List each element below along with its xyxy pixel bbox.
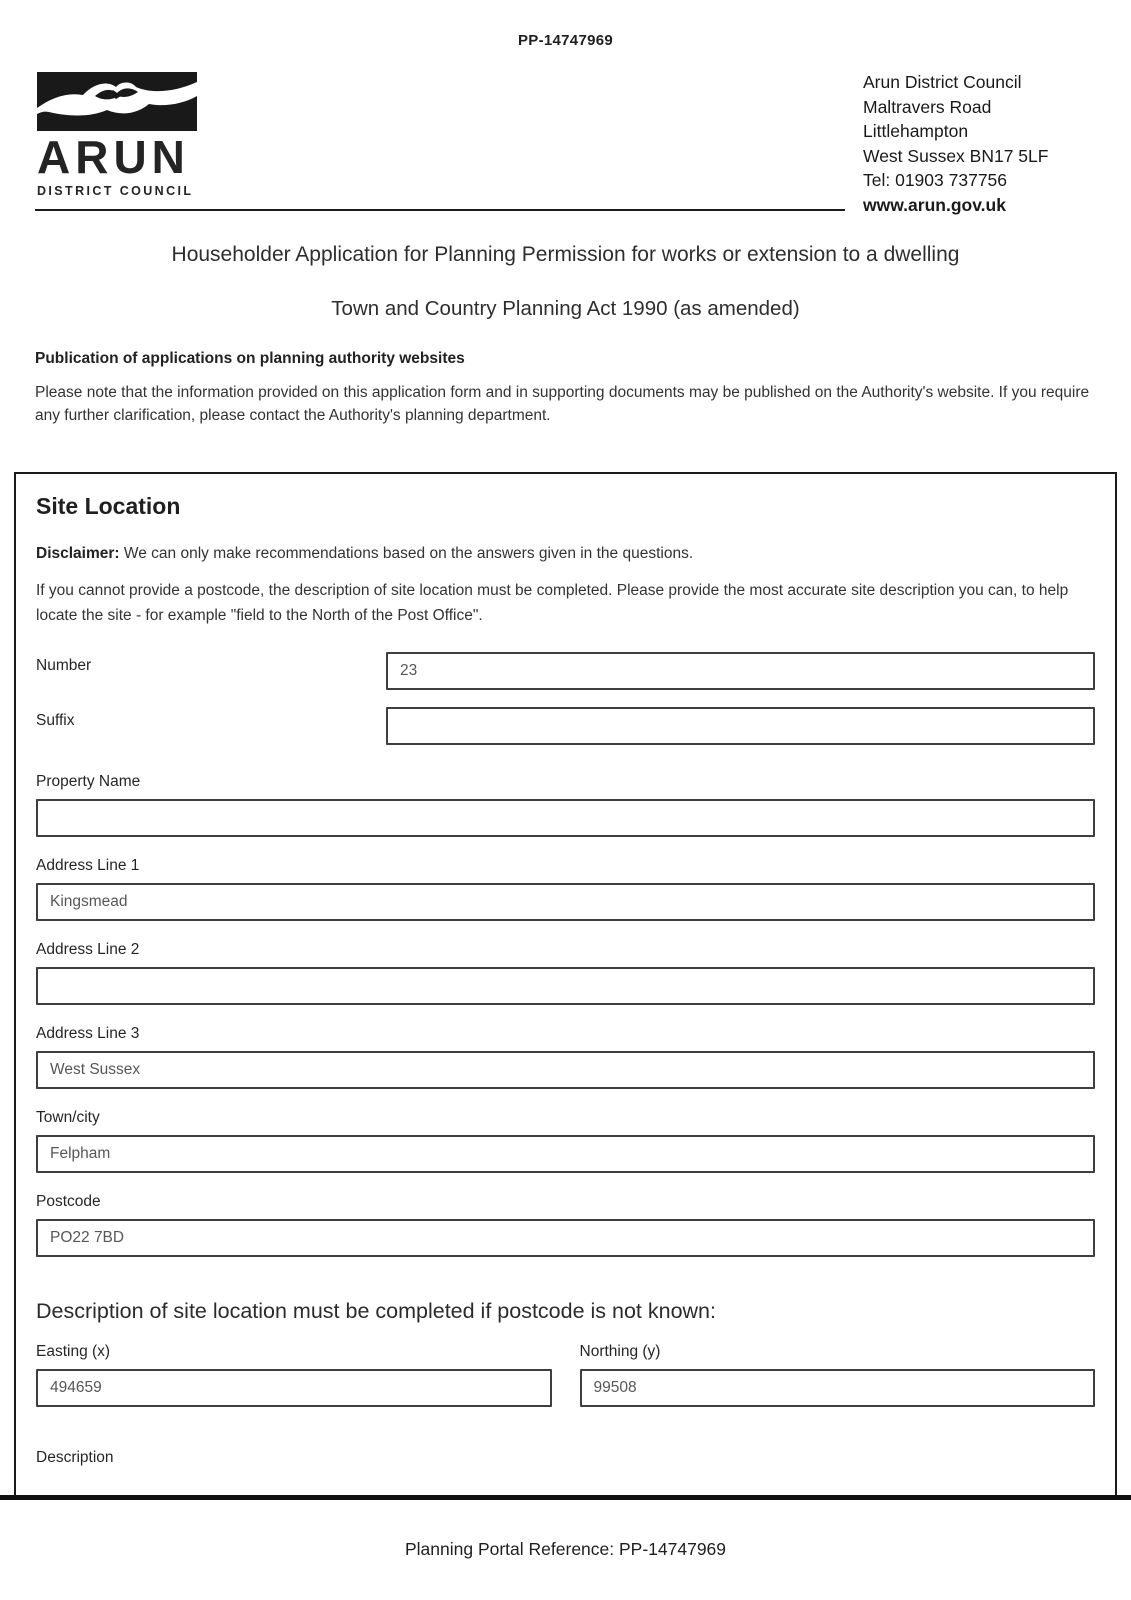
address-line-2-label: Address Line 2 xyxy=(36,941,140,958)
field-row-address-line-2 xyxy=(36,941,1095,1005)
form-subtitle: Town and Country Planning Act 1990 (as amended) xyxy=(331,297,800,320)
council-website: www.arun.gov.uk xyxy=(863,194,1006,215)
planning-portal-ref-top: PP-14747969 xyxy=(517,32,614,49)
page-break-rule xyxy=(0,1495,1131,1500)
suffix-label: Suffix xyxy=(36,712,75,729)
publication-heading: Publication of applications on planning authority websites xyxy=(35,350,465,367)
address-line: West Sussex BN17 5LF xyxy=(863,145,1049,166)
council-phone: Tel: 01903 737756 xyxy=(863,170,1008,190)
easting-label: Easting (x) xyxy=(36,1343,111,1360)
header-divider xyxy=(35,209,845,211)
site-location-section xyxy=(14,472,1117,1495)
property-name-input[interactable] xyxy=(36,799,1095,837)
planning-portal-reference-footer: Planning Portal Reference: PP-14747969 xyxy=(404,1539,727,1559)
easting-input[interactable] xyxy=(36,1369,552,1407)
field-easting xyxy=(36,1343,552,1407)
disclaimer-body: We can only make recommendations based on the answers given in the questions. xyxy=(123,545,694,562)
northing-input[interactable] xyxy=(580,1369,1096,1407)
field-northing xyxy=(580,1343,1096,1407)
field-row-address-line-3 xyxy=(36,1025,1095,1089)
postcode-input[interactable] xyxy=(36,1219,1095,1257)
logo-subtitle: DISTRICT COUNCIL xyxy=(37,184,194,198)
coordinates-row xyxy=(36,1343,1095,1407)
form-title: Householder Application for Planning Permission for works or extension to a dwelling xyxy=(171,243,960,266)
publication-note: Please note that the information provided on this application form and in supporting documents may be published on the Authority's website. If you require any further clarification, please contact the Authority's planning department. xyxy=(35,384,1090,424)
field-row-property-name xyxy=(36,773,1095,837)
northing-label: Northing (y) xyxy=(579,1343,661,1360)
address-line: Arun District Council xyxy=(863,72,1022,92)
postcode-label: Postcode xyxy=(36,1193,101,1210)
field-row-postcode xyxy=(36,1193,1095,1257)
address-line: Littlehampton xyxy=(863,121,969,141)
number-input[interactable] xyxy=(386,652,1095,690)
field-row-number xyxy=(36,652,1095,690)
address-line-1-input[interactable] xyxy=(36,883,1095,921)
field-row-town-city xyxy=(36,1109,1095,1173)
town-city-label: Town/city xyxy=(36,1109,100,1126)
logo-title: ARUN xyxy=(37,131,190,183)
address-line-3-label: Address Line 3 xyxy=(36,1025,140,1042)
suffix-input[interactable] xyxy=(386,707,1095,745)
site-location-intro: If you cannot provide a postcode, the description of site location must be completed. Please provide the most accurate site description you can, to help locate the site - for example "field to the North of the Post Office". xyxy=(36,582,1069,624)
council-address-block xyxy=(863,70,1048,217)
disclaimer-text xyxy=(36,544,1095,563)
address-line-3-input[interactable] xyxy=(36,1051,1095,1089)
description-label: Description xyxy=(36,1449,114,1466)
section-title: Site Location xyxy=(36,493,181,519)
property-name-label: Property Name xyxy=(36,773,141,790)
document-header xyxy=(0,0,1131,230)
field-row-suffix xyxy=(36,707,1095,745)
town-city-input[interactable] xyxy=(36,1135,1095,1173)
description-requirement-heading: Description of site location must be completed if postcode is not known: xyxy=(36,1299,716,1323)
arun-district-council-logo xyxy=(37,72,197,198)
disclaimer-label: Disclaimer: xyxy=(36,545,120,562)
number-label: Number xyxy=(36,657,92,674)
address-line-2-input[interactable] xyxy=(36,967,1095,1005)
field-row-address-line-1 xyxy=(36,857,1095,921)
arun-logo-graphic xyxy=(37,72,197,131)
address-line-1-label: Address Line 1 xyxy=(36,857,140,874)
address-line: Maltravers Road xyxy=(863,96,992,117)
